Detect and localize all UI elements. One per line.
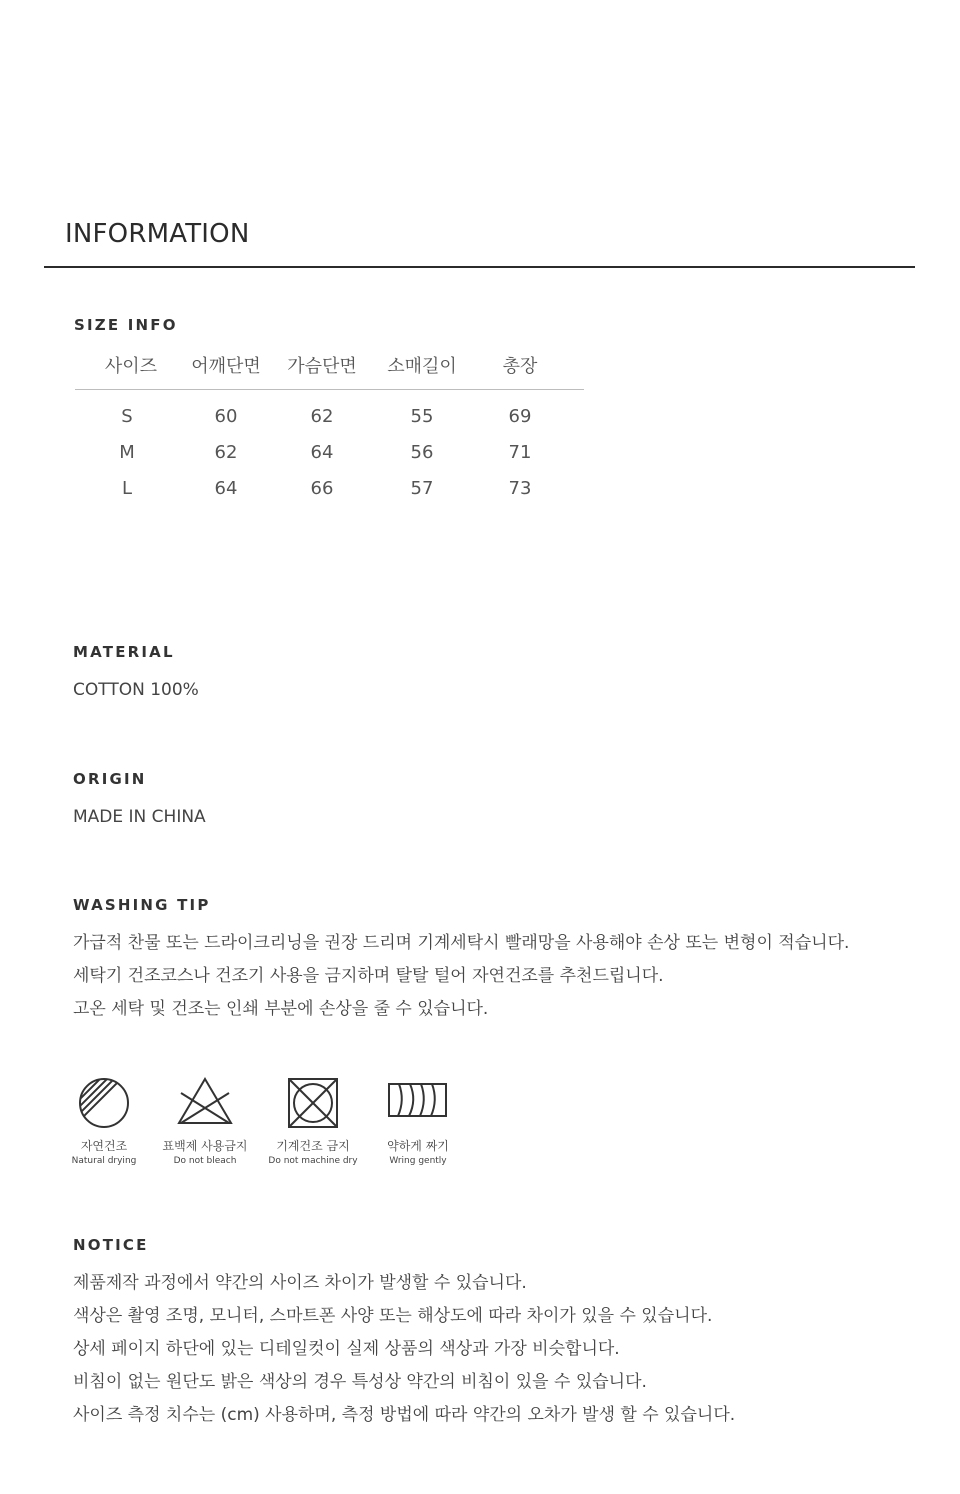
- washing-tip-line: 세탁기 건조코스나 건조기 사용을 금지하며 탈탈 털어 자연건조를 추천드립니다.: [73, 966, 664, 986]
- natural-drying-icon: [76, 1075, 132, 1131]
- size-table-divider: [75, 389, 584, 390]
- size-cell: 60: [214, 406, 238, 427]
- size-header-shoulder: 어깨단면: [191, 356, 261, 377]
- care-label-en: Wring gently: [389, 1156, 447, 1166]
- material-value: COTTON 100%: [73, 680, 199, 700]
- no-bleach-icon: [175, 1075, 235, 1127]
- size-cell: 62: [214, 442, 238, 463]
- notice-line: 사이즈 측정 치수는 (cm) 사용하며, 측정 방법에 따라 약간의 오차가 발생 할 수 있습니다.: [73, 1405, 736, 1425]
- care-label-ko: 표백제 사용금지: [162, 1139, 248, 1153]
- washing-tip-heading: WASHING TIP: [73, 896, 211, 914]
- washing-tip-line: 가급적 찬물 또는 드라이크리닝을 권장 드리며 기계세탁시 빨래망을 사용해야 손상 또는 변형이 적습니다.: [73, 933, 850, 953]
- size-header-sleeve: 소매길이: [387, 356, 457, 377]
- notice-line: 상세 페이지 하단에 있는 디테일컷이 실제 상품의 색상과 가장 비슷합니다.: [73, 1339, 620, 1359]
- size-cell: 57: [410, 478, 434, 499]
- size-cell: 56: [410, 442, 434, 463]
- no-machine-dry-icon: [285, 1075, 341, 1131]
- size-cell: 71: [508, 442, 532, 463]
- wring-gently-icon: [387, 1075, 449, 1131]
- care-label-ko: 약하게 짜기: [387, 1139, 449, 1153]
- care-symbol: [368, 1075, 468, 1166]
- size-cell: 55: [410, 406, 434, 427]
- notice-line: 제품제작 과정에서 약간의 사이즈 차이가 발생할 수 있습니다.: [73, 1273, 527, 1293]
- material-heading: MATERIAL: [73, 643, 175, 661]
- size-header-length: 총장: [502, 356, 538, 377]
- care-symbol: [140, 1075, 270, 1166]
- table-row: [75, 478, 585, 502]
- care-label-en: Natural drying: [71, 1156, 137, 1166]
- care-label-ko: 기계건조 금지: [276, 1139, 350, 1153]
- size-cell: L: [121, 478, 133, 499]
- size-cell: 62: [310, 406, 334, 427]
- origin-heading: ORIGIN: [73, 770, 147, 788]
- notice-line: 색상은 촬영 조명, 모니터, 스마트폰 사양 또는 해상도에 따라 차이가 있을 수 있습니다.: [73, 1306, 713, 1326]
- care-label-ko: 자연건조: [80, 1139, 128, 1153]
- size-cell: 73: [508, 478, 532, 499]
- notice-line: 비침이 없는 원단도 밝은 색상의 경우 특성상 약간의 비침이 있을 수 있습니다.: [73, 1372, 647, 1392]
- notice-heading: NOTICE: [73, 1236, 149, 1254]
- page-title: INFORMATION: [65, 219, 250, 249]
- size-header-size: 사이즈: [104, 356, 158, 377]
- size-cell: 64: [310, 442, 334, 463]
- care-label-en: Do not machine dry: [268, 1156, 358, 1166]
- table-row: [75, 442, 585, 466]
- size-cell: M: [119, 442, 135, 463]
- size-cell: 64: [214, 478, 238, 499]
- washing-tip-text: [73, 927, 933, 1026]
- size-cell: 66: [310, 478, 334, 499]
- notice-text: [73, 1267, 933, 1432]
- washing-tip-line: 고온 세탁 및 건조는 인쇄 부분에 손상을 줄 수 있습니다.: [73, 999, 489, 1019]
- care-label-en: Do not bleach: [173, 1156, 237, 1166]
- size-info-heading: SIZE INFO: [74, 316, 178, 334]
- size-cell: S: [121, 406, 133, 427]
- table-row: [75, 406, 585, 430]
- title-divider: [44, 266, 915, 268]
- origin-value: MADE IN CHINA: [73, 807, 206, 827]
- care-symbol: [253, 1075, 373, 1166]
- care-symbol: [54, 1075, 154, 1166]
- size-cell: 69: [508, 406, 532, 427]
- size-header-chest: 가슴단면: [287, 356, 357, 377]
